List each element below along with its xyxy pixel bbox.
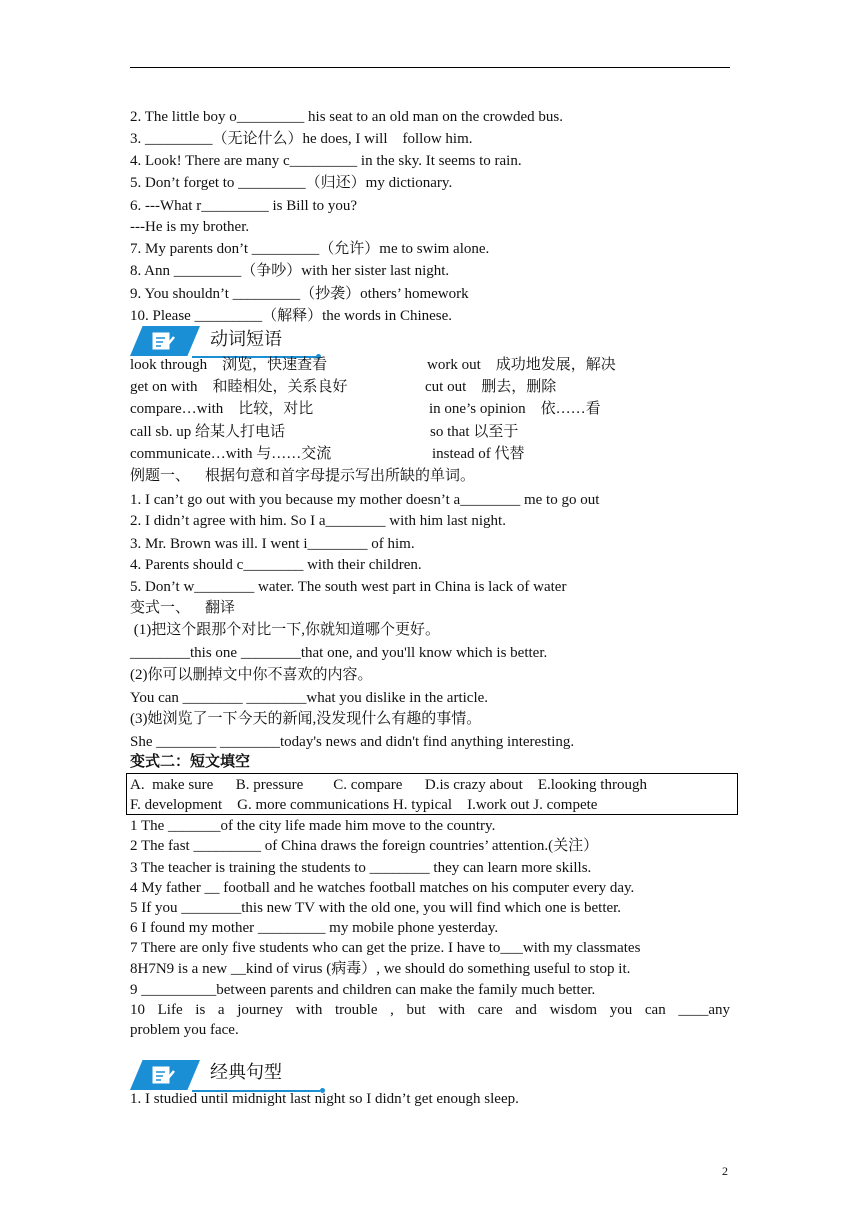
variant-line: (2)你可以删掉文中你不喜欢的内容。: [130, 667, 373, 683]
fill-item-continuation: problem you face.: [130, 1022, 239, 1038]
notepad-pencil-icon: [152, 1065, 176, 1085]
ex1-item: 3. _________（无论什么）he does, I will follow him.: [130, 131, 473, 147]
fill-item: 9 __________between parents and children can make the family much better.: [130, 982, 596, 998]
fill-item: 10 Life is a journey with trouble , but with care and wisdom you can ____any: [130, 1002, 730, 1018]
header-rule: [130, 67, 730, 68]
variant-line: (1)把这个跟那个对比一下,你就知道哪个更好。: [130, 622, 440, 638]
phrase-left: look through 浏览，快速查看: [130, 357, 328, 373]
phrase-right: so that 以至于: [430, 424, 519, 440]
ex1-item: 4. Look! There are many c_________ in the sky. It seems to rain.: [130, 153, 522, 169]
ex1-item: 5. Don’t forget to _________（归还）my dictionary.: [130, 175, 453, 191]
ex1-item: ---He is my brother.: [130, 219, 250, 235]
example-item: 4. Parents should c________ with their children.: [130, 557, 422, 573]
example-item: 3. Mr. Brown was ill. I went i________ of him.: [130, 536, 415, 552]
ex1-item: 9. You shouldn’t _________（抄袭）others’ homework: [130, 286, 469, 302]
phrase-left: get on with 和睦相处，关系良好: [130, 379, 348, 395]
sentence-pattern: 1. I studied until midnight last night so I didn’t get enough sleep.: [130, 1091, 519, 1107]
fill-item: 4 My father __ football and he watches football matches on his computer every day.: [130, 880, 635, 896]
ex1-item: 8. Ann _________（争吵）with her sister last night.: [130, 263, 450, 279]
phrase-left: compare…with 比较，对比: [130, 401, 314, 417]
variant-heading: 变式一、 翻译: [130, 600, 236, 616]
word-bank-row: F. development G. more communications H. typical I.work out J. compete: [130, 797, 598, 813]
ex1-item: 10. Please _________（解释）the words in Chinese.: [130, 308, 453, 324]
section-title: 动词短语: [210, 329, 282, 350]
variant-line: You can ________ ________what you dislike in the article.: [130, 690, 489, 706]
fill-item: 8H7N9 is a new __kind of virus (病毒）, we should do something useful to stop it.: [130, 961, 631, 977]
fill-item: 3 The teacher is training the students to ________ they can learn more skills.: [130, 860, 592, 876]
phrase-left: call sb. up 给某人打电话: [130, 424, 285, 440]
fill-item: 1 The _______of the city life made him move to the country.: [130, 818, 496, 834]
ex1-item: 2. The little boy o_________ his seat to an old man on the crowded bus.: [130, 109, 563, 125]
variant-line: (3)她浏览了一下今天的新闻,没发现什么有趣的事情。: [130, 711, 482, 727]
variant-line: ________this one ________that one, and you'll know which is better.: [130, 645, 548, 661]
section-banner-sentences: [130, 1060, 730, 1094]
fill-item: 6 I found my mother _________ my mobile phone yesterday.: [130, 920, 499, 936]
example-item: 5. Don’t w________ water. The south west part in China is lack of water: [130, 579, 567, 595]
page-number: 2: [722, 1164, 728, 1178]
section-title: 经典句型: [210, 1062, 282, 1083]
phrase-left: communicate…with 与……交流: [130, 446, 332, 462]
fill-item: 2 The fast _________ of China draws the foreign countries’ attention.(关注）: [130, 838, 599, 854]
example-heading: 例题一、 根据句意和首字母提示写出所缺的单词。: [130, 468, 476, 484]
phrase-right: work out 成功地发展，解决: [427, 357, 616, 373]
ex1-item: 6. ---What r_________ is Bill to you?: [130, 198, 358, 214]
phrase-right: in one’s opinion 依……看: [429, 401, 601, 417]
fill-item: 7 There are only five students who can get the prize. I have to___with my classmates: [130, 940, 641, 956]
phrase-right: instead of 代替: [432, 446, 525, 462]
notepad-pencil-icon: [152, 331, 176, 351]
variant-heading: 变式二：短文填空: [130, 754, 251, 770]
section-banner-phrases: [130, 326, 730, 360]
phrase-right: cut out 删去，删除: [425, 379, 557, 395]
fill-item: 5 If you ________this new TV with the old one, you will find which one is better.: [130, 900, 622, 916]
example-item: 1. I can’t go out with you because my mother doesn’t a________ me to go out: [130, 492, 600, 508]
variant-line: She ________ ________today's news and didn't find anything interesting.: [130, 734, 575, 750]
example-item: 2. I didn’t agree with him. So I a________ with him last night.: [130, 513, 506, 529]
word-bank-row: A. make sure B. pressure C. compare D.is crazy about E.looking through: [130, 777, 647, 793]
ex1-item: 7. My parents don’t _________（允许）me to swim alone.: [130, 241, 490, 257]
